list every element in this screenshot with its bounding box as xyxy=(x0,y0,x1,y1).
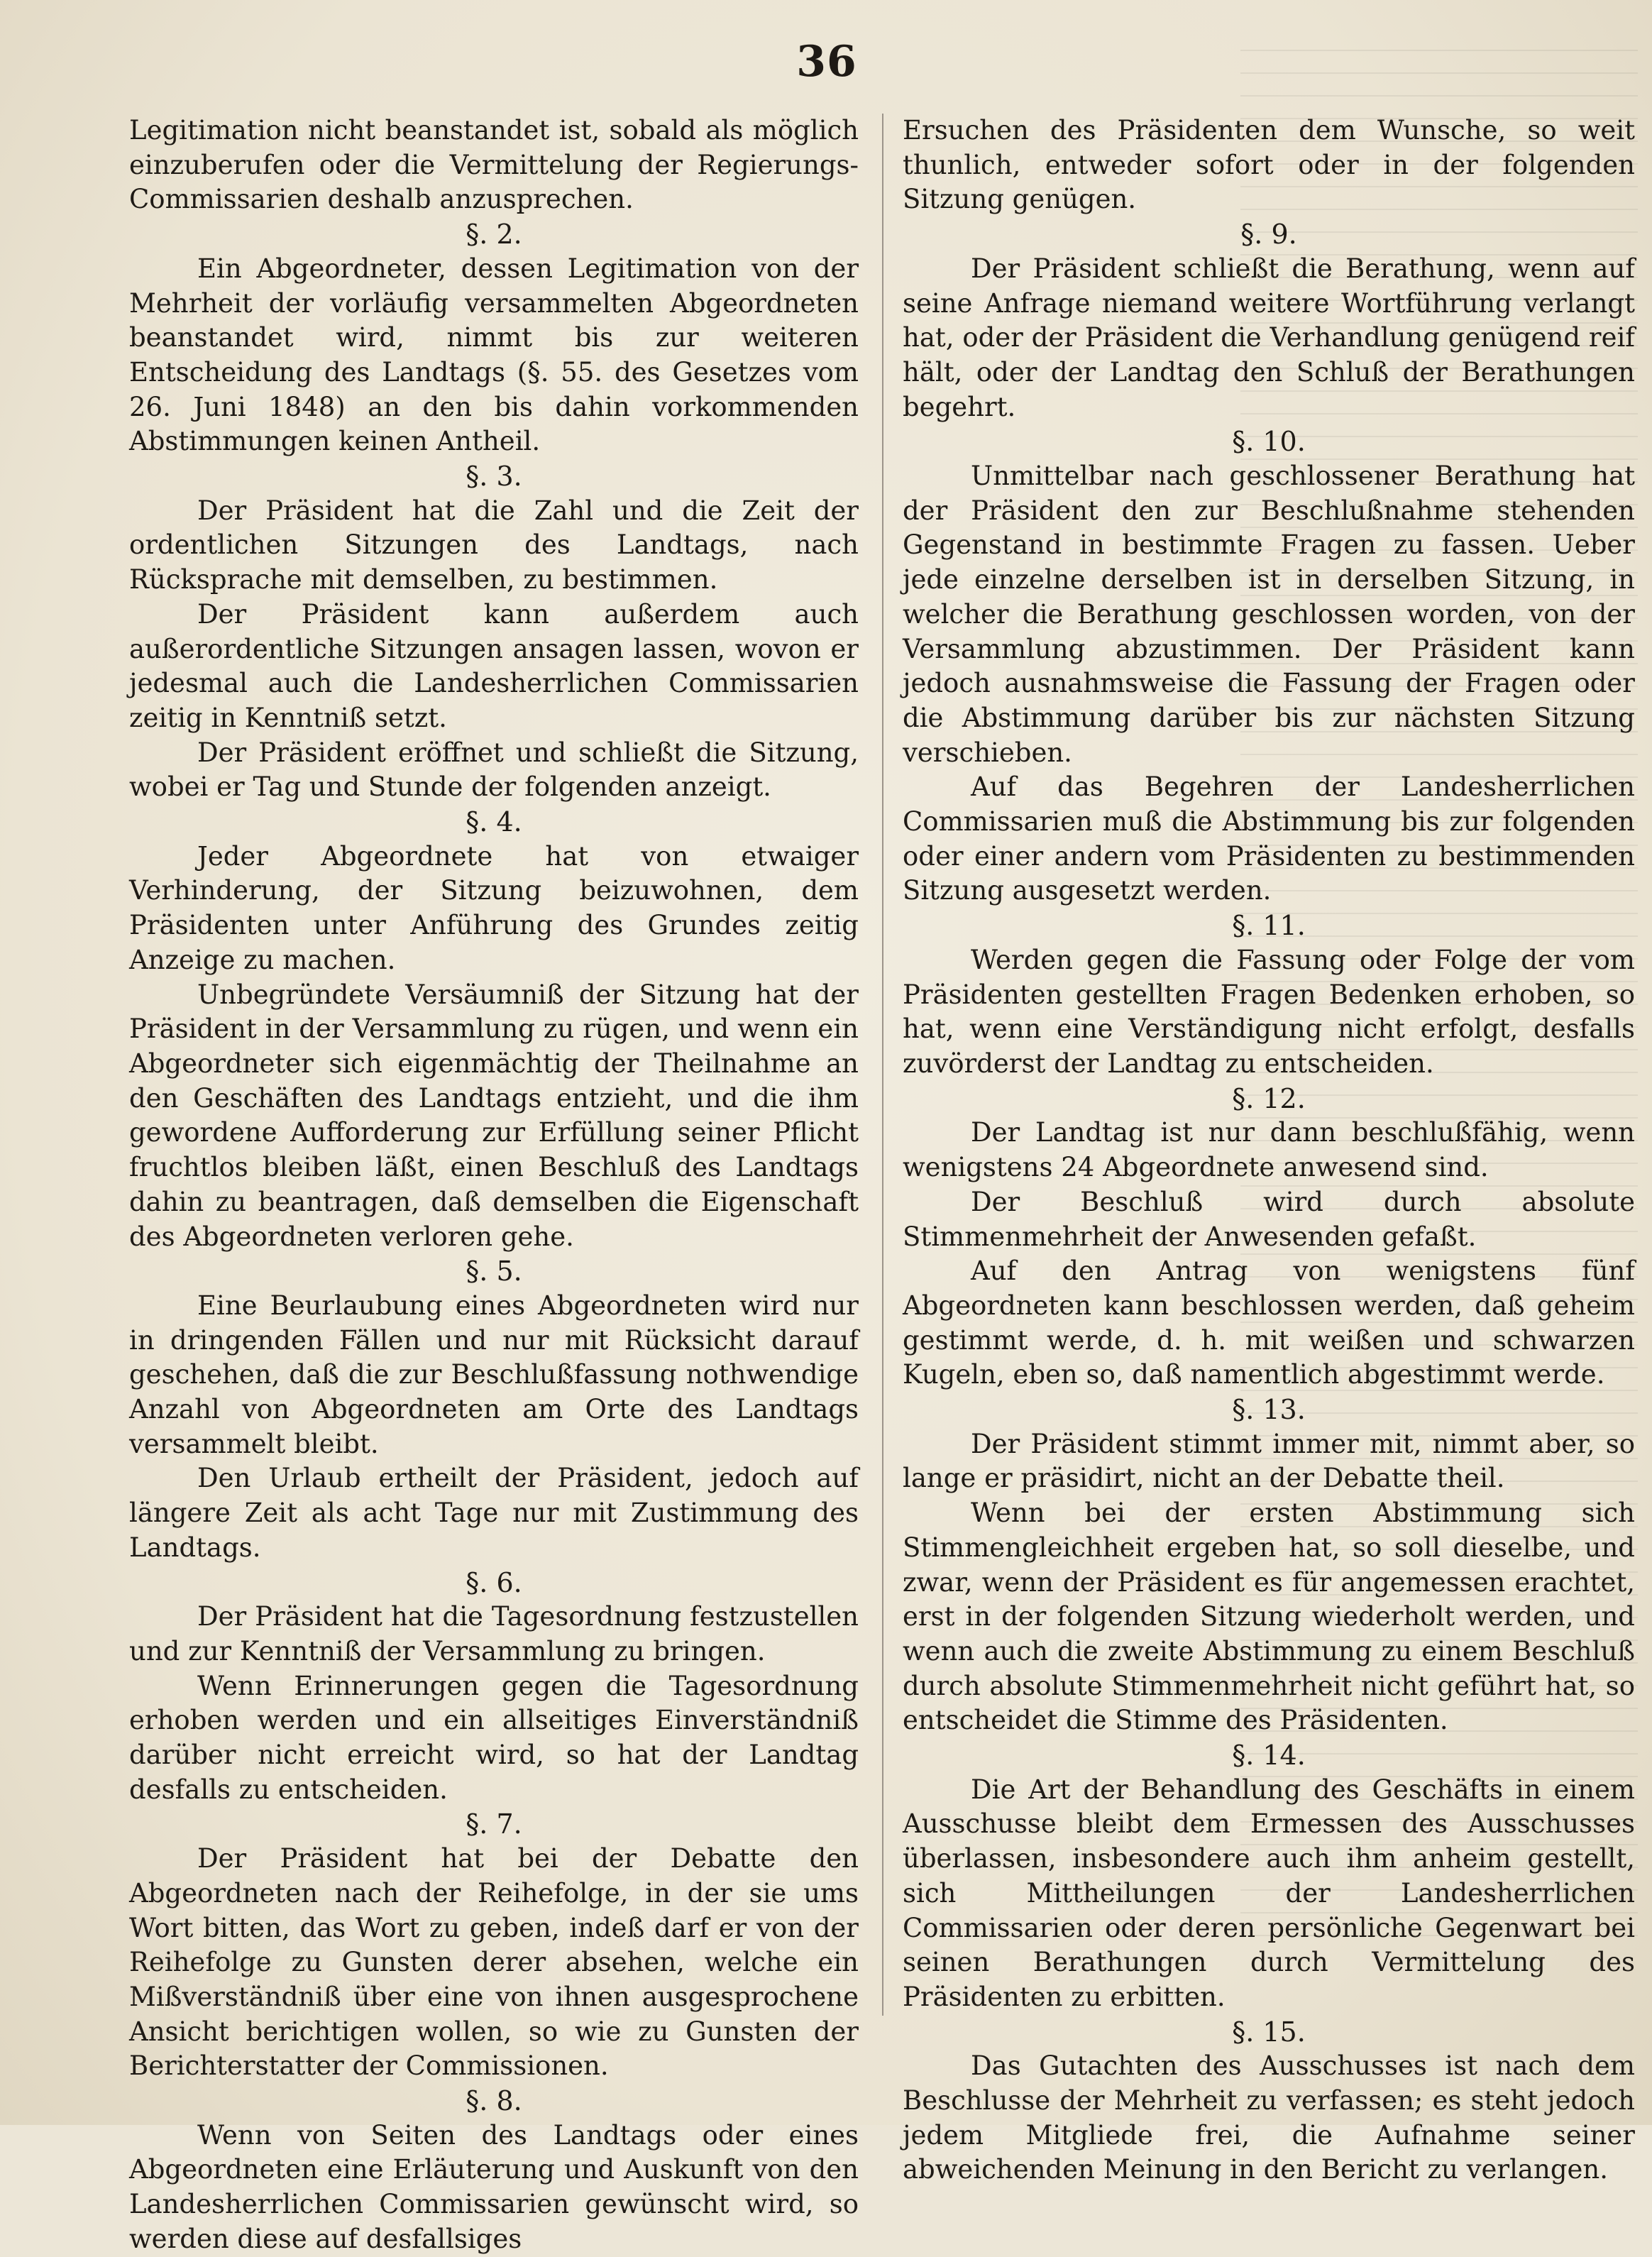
right-column xyxy=(903,114,1635,2187)
paragraph: Werden gegen die Fassung oder Folge der vom Präsidenten gestellten Fragen Bedenken erhoben, so hat, wenn eine Verständigung nicht erfolgt, desfalls zuvörderst der Landtag zu entscheiden. xyxy=(903,944,1635,1079)
paragraph: Auf das Begehren der Landesherrlichen Commissarien muß die Abstimmung bis zur folgenden oder einer andern vom Präsidenten zu bestimmenden Sitzung ausgesetzt werden. xyxy=(903,771,1635,906)
section-heading: §. 5. xyxy=(466,1256,522,1287)
column-divider xyxy=(882,114,883,2016)
paragraph: Die Art der Behandlung des Geschäfts in einem Ausschusse bleibt dem Ermessen des Ausschusses überlassen, insbesondere auch ihm anheim gestellt, sich Mittheilungen der Landesherrlichen Commissarien oder deren persönliche Gegenwart bei seinen Berathungen durch Vermittelung des Präsidenten zu erbitten. xyxy=(903,1774,1635,2012)
section-heading: §. 9. xyxy=(1240,219,1297,251)
paragraph: Der Präsident kann außerdem auch außerordentliche Sitzungen ansagen lassen, wovon er jedesmal auch die Landesherrlichen Commissarien zeitig in Kenntniß setzt. xyxy=(129,598,859,733)
section-heading: §. 15. xyxy=(1232,2016,1306,2048)
paragraph: Wenn Erinnerungen gegen die Tagesordnung erhoben werden und ein allseitiges Einverständniß darüber nicht erreicht wird, so hat der Landtag desfalls zu entscheiden. xyxy=(129,1670,859,1805)
page-number: 36 xyxy=(796,37,857,87)
paragraph: Der Präsident schließt die Berathung, wenn auf seine Anfrage niemand weitere Wortführung verlangt hat, oder der Präsident die Verhandlung genügend reif hält, oder der Landtag den Schluß der Berathungen begehrt. xyxy=(903,253,1635,422)
section-heading: §. 3. xyxy=(466,461,522,493)
paragraph: Den Urlaub ertheilt der Präsident, jedoch auf längere Zeit als acht Tage nur mit Zustimmung des Landtags. xyxy=(129,1463,859,1563)
section-heading: §. 14. xyxy=(1232,1740,1306,1772)
section-heading: §. 6. xyxy=(466,1566,522,1598)
paragraph: Auf den Antrag von wenigstens fünf Abgeordneten kann beschlossen werden, daß geheim gestimmt werde, d. h. mit weißen und schwarzen Kugeln, eben so, daß namentlich abgestimmt werde. xyxy=(903,1256,1635,1390)
section-heading: §. 7. xyxy=(466,1808,522,1840)
left-column xyxy=(129,114,859,2257)
section-heading: §. 2. xyxy=(466,219,522,251)
paragraph: Wenn bei der ersten Abstimmung sich Stimmengleichheit ergeben hat, so soll dieselbe, und zwar, wenn der Präsident es für angemessen erachtet, erst in der folgenden Sitzung wiederholt werden, und wenn auch die zweite Abstimmung zu einem Beschluß durch absolute Stimmenmehrheit nicht geführt hat, so entscheidet die Stimme des Präsidenten. xyxy=(903,1498,1635,1736)
paragraph: Wenn von Seiten des Landtags oder eines Abgeordneten eine Erläuterung und Auskunft von den Landesherrlichen Commissarien gewünscht wird, so werden diese auf desfallsiges xyxy=(129,2119,859,2254)
section-heading: §. 11. xyxy=(1232,910,1306,942)
paragraph: Das Gutachten des Ausschusses ist nach dem Beschlusse der Mehrheit zu verfassen; es steht jedoch jedem Mitgliede frei, die Aufnahme seiner abweichenden Meinung in den Bericht zu verlangen. xyxy=(903,2050,1635,2185)
paragraph: Eine Beurlaubung eines Abgeordneten wird nur in dringenden Fällen und nur mit Rücksicht darauf geschehen, daß die zur Beschlußfassung nothwendige Anzahl von Abgeordneten am Orte des Landtags versammelt bleibt. xyxy=(129,1290,859,1459)
paragraph: Der Präsident stimmt immer mit, nimmt aber, so lange er präsidirt, nicht an der Debatte theil. xyxy=(903,1428,1635,1494)
paragraph: Der Beschluß wird durch absolute Stimmenmehrheit der Anwesenden gefaßt. xyxy=(903,1186,1635,1252)
section-heading: §. 13. xyxy=(1232,1394,1306,1426)
section-heading: §. 10. xyxy=(1232,426,1306,458)
section-heading: §. 12. xyxy=(1232,1082,1306,1114)
paragraph: Der Präsident hat die Tagesordnung festzustellen und zur Kenntniß der Versammlung zu bringen. xyxy=(129,1601,859,1666)
paragraph: Der Präsident hat bei der Debatte den Abgeordneten nach der Reihefolge, in der sie ums Wort bitten, das Wort zu geben, indeß darf er von der Reihefolge zu Gunsten derer absehen, welche ein Mißverständniß über eine von ihnen ausgesprochene Ansicht berichtigen wollen, so wie zu Gunsten der Berichterstatter der Commissionen. xyxy=(129,1843,859,2082)
paragraph: Jeder Abgeordnete hat von etwaiger Verhinderung, der Sitzung beizuwohnen, dem Präsidenten unter Anführung des Grundes zeitig Anzeige zu machen. xyxy=(129,840,859,975)
section-heading: §. 4. xyxy=(466,806,522,838)
paragraph: Ersuchen des Präsidenten dem Wunsche, so weit thunlich, entweder sofort oder in der folgenden Sitzung genügen. xyxy=(903,115,1635,215)
paragraph: Der Präsident eröffnet und schließt die Sitzung, wobei er Tag und Stunde der folgenden anzeigt. xyxy=(129,737,859,803)
paragraph: Der Landtag ist nur dann beschlußfähig, wenn wenigstens 24 Abgeordnete anwesend sind. xyxy=(903,1117,1635,1183)
paragraph: Ein Abgeordneter, dessen Legitimation von der Mehrheit der vorläufig versammelten Abgeordneten beanstandet wird, nimmt bis zur weiteren Entscheidung des Landtags (§. 55. des Gesetzes vom 26. Juni 1848) an den bis dahin vorkommenden Abstimmungen keinen Antheil. xyxy=(129,253,859,457)
paragraph: Der Präsident hat die Zahl und die Zeit der ordentlichen Sitzungen des Landtags, nach Rücksprache mit demselben, zu bestimmen. xyxy=(129,495,859,595)
paragraph: Legitimation nicht beanstandet ist, sobald als möglich einzuberufen oder die Vermittelung der Regierungs-Commissarien deshalb anzusprechen. xyxy=(129,115,859,215)
paragraph: Unmittelbar nach geschlossener Berathung hat der Präsident den zur Beschlußnahme stehenden Gegenstand in bestimmte Fragen zu fassen. Ueber jede einzelne derselben ist in derselben Sitzung, in welcher die Berathung geschlossen worden, von der Versammlung abzustimmen. Der Präsident kann jedoch ausnahmsweise die Fassung der Fragen oder die Abstimmung darüber bis zur nächsten Sitzung verschieben. xyxy=(903,461,1635,768)
paragraph: Unbegründete Versäumniß der Sitzung hat der Präsident in der Versammlung zu rügen, und wenn ein Abgeordneter sich eigenmächtig der Theilnahme an den Geschäften des Landtags entzieht, und die ihm gewordene Aufforderung zur Erfüllung seiner Pflicht fruchtlos bleiben läßt, einen Beschluß des Landtags dahin zu beantragen, daß demselben die Eigenschaft des Abgeordneten verloren gehe. xyxy=(129,979,859,1252)
section-heading: §. 8. xyxy=(466,2085,522,2117)
